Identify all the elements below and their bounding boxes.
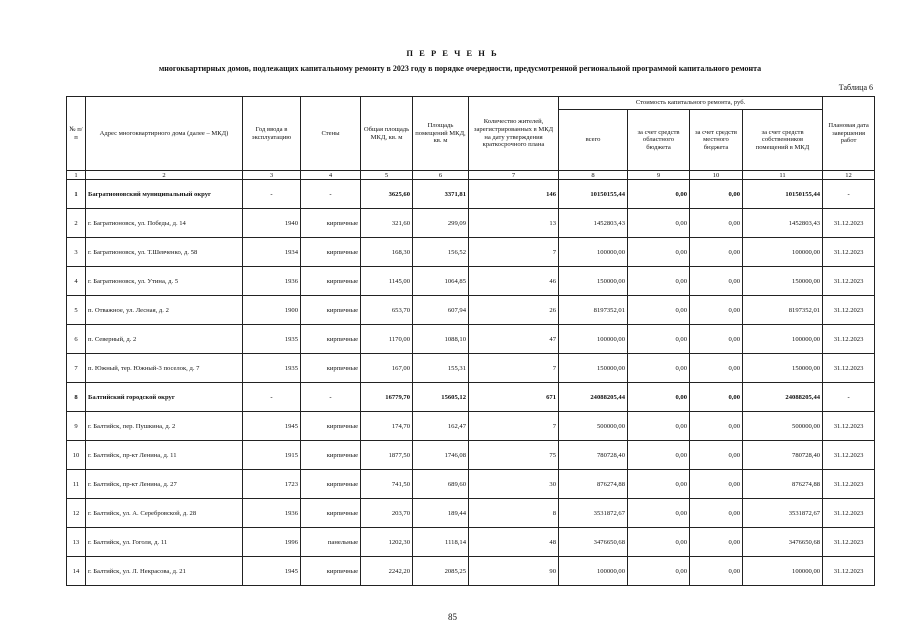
cell-year: 1945: [243, 557, 301, 586]
column-number: 11: [743, 171, 823, 180]
cell-walls: кирпичные: [301, 325, 361, 354]
cell-year: 1900: [243, 296, 301, 325]
cell-residents: 7: [469, 354, 559, 383]
cell-cost-owners: 10150155,44: [743, 180, 823, 209]
cell-date: -: [823, 180, 875, 209]
cell-residents: 7: [469, 412, 559, 441]
column-number: 1: [67, 171, 86, 180]
cell-cost-local: 0,00: [690, 209, 743, 238]
header-premises-area: Площадь помещений МКД, кв. м: [413, 97, 469, 171]
cell-address: п. Северный, д. 2: [86, 325, 243, 354]
cell-num: 3: [67, 238, 86, 267]
table-row: [67, 441, 875, 470]
cell-total-area: 167,00: [361, 354, 413, 383]
cell-total-area: 1170,00: [361, 325, 413, 354]
header-cost-regional: за счет средств областного бюджета: [628, 110, 690, 171]
cell-year: 1945: [243, 412, 301, 441]
header-date: Плановая дата завершения работ: [823, 97, 875, 171]
cell-walls: кирпичные: [301, 296, 361, 325]
cell-cost-local: 0,00: [690, 325, 743, 354]
cell-cost-local: 0,00: [690, 238, 743, 267]
cell-premises-area: 689,60: [413, 470, 469, 499]
cell-cost-local: 0,00: [690, 470, 743, 499]
page-number: 85: [448, 612, 457, 622]
table-row: [67, 557, 875, 586]
cell-cost-owners: 1452803,43: [743, 209, 823, 238]
header-cost-group: Стоимость капитального ремонта, руб.: [559, 97, 823, 110]
cell-walls: -: [301, 180, 361, 209]
cell-cost-local: 0,00: [690, 441, 743, 470]
cell-num: 8: [67, 383, 86, 412]
cell-year: 1935: [243, 325, 301, 354]
cell-date: 31.12.2023: [823, 209, 875, 238]
cell-address: г. Багратионовск, ул. Утина, д. 5: [86, 267, 243, 296]
cell-cost-local: 0,00: [690, 383, 743, 412]
header-residents: Количество жителей, зарегистрированных в МКД на дату утверждения краткосрочного плана: [469, 97, 559, 171]
cell-walls: кирпичные: [301, 238, 361, 267]
cell-year: 1936: [243, 267, 301, 296]
cell-address: г. Багратионовск, ул. Т.Шевченко, д. 58: [86, 238, 243, 267]
cell-cost-owners: 3476650,68: [743, 528, 823, 557]
cell-address: г. Балтийск, пр-кт Ленина, д. 11: [86, 441, 243, 470]
cell-cost-owners: 500000,00: [743, 412, 823, 441]
cell-cost-owners: 100000,00: [743, 238, 823, 267]
cell-premises-area: 1746,08: [413, 441, 469, 470]
cell-cost-regional: 0,00: [628, 470, 690, 499]
cell-premises-area: 2085,25: [413, 557, 469, 586]
column-number: 9: [628, 171, 690, 180]
column-number: 4: [301, 171, 361, 180]
cell-address: г. Балтийск, пр-кт Ленина, д. 27: [86, 470, 243, 499]
cell-cost-total: 3531872,67: [559, 499, 628, 528]
cell-cost-total: 876274,88: [559, 470, 628, 499]
cell-premises-area: 156,52: [413, 238, 469, 267]
table-group-row: [67, 383, 875, 412]
cell-residents: 48: [469, 528, 559, 557]
cell-year: -: [243, 180, 301, 209]
cell-residents: 26: [469, 296, 559, 325]
cell-total-area: 1202,30: [361, 528, 413, 557]
cell-cost-regional: 0,00: [628, 296, 690, 325]
cell-year: 1996: [243, 528, 301, 557]
cell-premises-area: 189,44: [413, 499, 469, 528]
cell-cost-owners: 24088205,44: [743, 383, 823, 412]
cell-cost-regional: 0,00: [628, 383, 690, 412]
cell-address: г. Балтийск, ул. Л. Некрасова, д. 21: [86, 557, 243, 586]
column-number: 7: [469, 171, 559, 180]
column-number: 12: [823, 171, 875, 180]
cell-cost-owners: 8197352,01: [743, 296, 823, 325]
table-group-row: [67, 180, 875, 209]
cell-cost-regional: 0,00: [628, 412, 690, 441]
cell-cost-regional: 0,00: [628, 209, 690, 238]
cell-cost-total: 780728,40: [559, 441, 628, 470]
document-subtitle: многоквартирных домов, подлежащих капитальному ремонту в 2023 году в порядке очередности, предусмотренной региональной программой капитального ремонта: [158, 64, 762, 73]
cell-date: 31.12.2023: [823, 557, 875, 586]
column-number: 5: [361, 171, 413, 180]
cell-cost-total: 100000,00: [559, 557, 628, 586]
cell-walls: кирпичные: [301, 209, 361, 238]
cell-year: 1936: [243, 499, 301, 528]
cell-cost-total: 3476650,68: [559, 528, 628, 557]
cell-cost-owners: 100000,00: [743, 325, 823, 354]
cell-num: 5: [67, 296, 86, 325]
cell-premises-area: 1088,10: [413, 325, 469, 354]
cell-cost-local: 0,00: [690, 354, 743, 383]
cell-total-area: 2242,20: [361, 557, 413, 586]
cell-year: 1935: [243, 354, 301, 383]
cell-total-area: 203,70: [361, 499, 413, 528]
cell-year: -: [243, 383, 301, 412]
column-number: 6: [413, 171, 469, 180]
cell-premises-area: 3371,81: [413, 180, 469, 209]
cell-residents: 47: [469, 325, 559, 354]
cell-residents: 75: [469, 441, 559, 470]
cell-cost-total: 150000,00: [559, 267, 628, 296]
cell-num: 6: [67, 325, 86, 354]
cell-residents: 46: [469, 267, 559, 296]
cell-premises-area: 162,47: [413, 412, 469, 441]
cell-premises-area: 15605,12: [413, 383, 469, 412]
cell-cost-total: 500000,00: [559, 412, 628, 441]
cell-num: 11: [67, 470, 86, 499]
cell-cost-total: 150000,00: [559, 354, 628, 383]
cell-cost-local: 0,00: [690, 557, 743, 586]
cell-cost-total: 1452803,43: [559, 209, 628, 238]
cell-total-area: 16779,70: [361, 383, 413, 412]
header-address: Адрес многоквартирного дома (далее – МКД): [86, 97, 243, 171]
cell-address: г. Балтийск, пер. Пушкина, д. 2: [86, 412, 243, 441]
cell-residents: 146: [469, 180, 559, 209]
cell-cost-local: 0,00: [690, 180, 743, 209]
cell-walls: кирпичные: [301, 499, 361, 528]
cell-num: 1: [67, 180, 86, 209]
cell-date: 31.12.2023: [823, 441, 875, 470]
cell-cost-regional: 0,00: [628, 528, 690, 557]
header-year: Год ввода в эксплуатацию: [243, 97, 301, 171]
cell-cost-owners: 3531872,67: [743, 499, 823, 528]
cell-date: 31.12.2023: [823, 267, 875, 296]
header-cost-total: всего: [559, 110, 628, 171]
cell-num: 2: [67, 209, 86, 238]
cell-address: г. Балтийск, ул. Гоголя, д. 11: [86, 528, 243, 557]
cell-num: 10: [67, 441, 86, 470]
cell-date: -: [823, 383, 875, 412]
cell-address: г. Балтийск, ул. А. Серебровской, д. 28: [86, 499, 243, 528]
cell-walls: кирпичные: [301, 412, 361, 441]
cell-walls: панельные: [301, 528, 361, 557]
cell-cost-regional: 0,00: [628, 238, 690, 267]
cell-year: 1940: [243, 209, 301, 238]
table-row: [67, 296, 875, 325]
cell-cost-local: 0,00: [690, 528, 743, 557]
cell-cost-local: 0,00: [690, 499, 743, 528]
cell-walls: кирпичные: [301, 557, 361, 586]
cell-num: 14: [67, 557, 86, 586]
table-row: [67, 470, 875, 499]
cell-total-area: 3625,60: [361, 180, 413, 209]
cell-residents: 90: [469, 557, 559, 586]
cell-cost-regional: 0,00: [628, 180, 690, 209]
table-row: [67, 325, 875, 354]
cell-total-area: 1877,50: [361, 441, 413, 470]
cell-year: 1934: [243, 238, 301, 267]
cell-cost-regional: 0,00: [628, 325, 690, 354]
table-row: [67, 528, 875, 557]
cell-year: 1723: [243, 470, 301, 499]
cell-cost-total: 100000,00: [559, 325, 628, 354]
cell-cost-regional: 0,00: [628, 354, 690, 383]
cell-residents: 7: [469, 238, 559, 267]
cell-date: 31.12.2023: [823, 412, 875, 441]
cell-cost-owners: 150000,00: [743, 267, 823, 296]
cell-date: 31.12.2023: [823, 470, 875, 499]
table-row: [67, 412, 875, 441]
repair-table: [66, 96, 875, 586]
cell-walls: кирпичные: [301, 267, 361, 296]
cell-cost-total: 10150155,44: [559, 180, 628, 209]
table-row: [67, 238, 875, 267]
table-body: [67, 180, 875, 586]
table-label: Таблица 6: [838, 83, 873, 92]
cell-residents: 13: [469, 209, 559, 238]
header-cost-local: за счет средств местного бюджета: [690, 110, 743, 171]
cell-date: 31.12.2023: [823, 325, 875, 354]
cell-cost-regional: 0,00: [628, 557, 690, 586]
cell-address: п. Отважное, ул. Лесная, д. 2: [86, 296, 243, 325]
cell-cost-owners: 780728,40: [743, 441, 823, 470]
cell-cost-regional: 0,00: [628, 499, 690, 528]
cell-residents: 671: [469, 383, 559, 412]
document-title: П Е Р Е Ч Е Н Ь: [406, 48, 499, 58]
cell-residents: 30: [469, 470, 559, 499]
cell-num: 13: [67, 528, 86, 557]
cell-total-area: 741,50: [361, 470, 413, 499]
cell-premises-area: 1064,85: [413, 267, 469, 296]
header-walls: Стены: [301, 97, 361, 171]
cell-num: 12: [67, 499, 86, 528]
cell-cost-local: 0,00: [690, 412, 743, 441]
cell-total-area: 653,70: [361, 296, 413, 325]
table-row: [67, 499, 875, 528]
cell-year: 1915: [243, 441, 301, 470]
cell-total-area: 321,60: [361, 209, 413, 238]
cell-premises-area: 299,09: [413, 209, 469, 238]
cell-date: 31.12.2023: [823, 499, 875, 528]
table-row: [67, 209, 875, 238]
cell-walls: кирпичные: [301, 470, 361, 499]
header-cost-owners: за счет средств собственников помещений в МКД: [743, 110, 823, 171]
cell-num: 4: [67, 267, 86, 296]
cell-premises-area: 155,31: [413, 354, 469, 383]
cell-premises-area: 607,94: [413, 296, 469, 325]
column-number: 3: [243, 171, 301, 180]
cell-date: 31.12.2023: [823, 296, 875, 325]
cell-walls: кирпичные: [301, 441, 361, 470]
column-numbers-row: [67, 171, 875, 180]
table-header: [67, 97, 875, 180]
cell-total-area: 1145,00: [361, 267, 413, 296]
cell-premises-area: 1118,14: [413, 528, 469, 557]
cell-walls: кирпичные: [301, 354, 361, 383]
cell-date: 31.12.2023: [823, 354, 875, 383]
cell-date: 31.12.2023: [823, 528, 875, 557]
header-total-area: Общая площадь МКД, кв. м: [361, 97, 413, 171]
cell-total-area: 174,70: [361, 412, 413, 441]
cell-address: Багратионовский муниципальный округ: [86, 180, 243, 209]
cell-cost-total: 24088205,44: [559, 383, 628, 412]
cell-address: п. Южный, тер. Южный-3 поселок, д. 7: [86, 354, 243, 383]
column-number: 2: [86, 171, 243, 180]
cell-num: 9: [67, 412, 86, 441]
cell-walls: -: [301, 383, 361, 412]
cell-cost-owners: 100000,00: [743, 557, 823, 586]
table-row: [67, 267, 875, 296]
cell-cost-total: 100000,00: [559, 238, 628, 267]
cell-address: г. Багратионовск, ул. Победы, д. 14: [86, 209, 243, 238]
cell-cost-local: 0,00: [690, 267, 743, 296]
cell-total-area: 168,30: [361, 238, 413, 267]
cell-cost-local: 0,00: [690, 296, 743, 325]
cell-cost-owners: 150000,00: [743, 354, 823, 383]
cell-address: Балтийский городской округ: [86, 383, 243, 412]
header-num: № п/п: [67, 97, 86, 171]
cell-cost-owners: 876274,88: [743, 470, 823, 499]
table-row: [67, 354, 875, 383]
cell-date: 31.12.2023: [823, 238, 875, 267]
cell-num: 7: [67, 354, 86, 383]
cell-residents: 8: [469, 499, 559, 528]
column-number: 10: [690, 171, 743, 180]
column-number: 8: [559, 171, 628, 180]
cell-cost-regional: 0,00: [628, 267, 690, 296]
cell-cost-total: 8197352,01: [559, 296, 628, 325]
cell-cost-regional: 0,00: [628, 441, 690, 470]
